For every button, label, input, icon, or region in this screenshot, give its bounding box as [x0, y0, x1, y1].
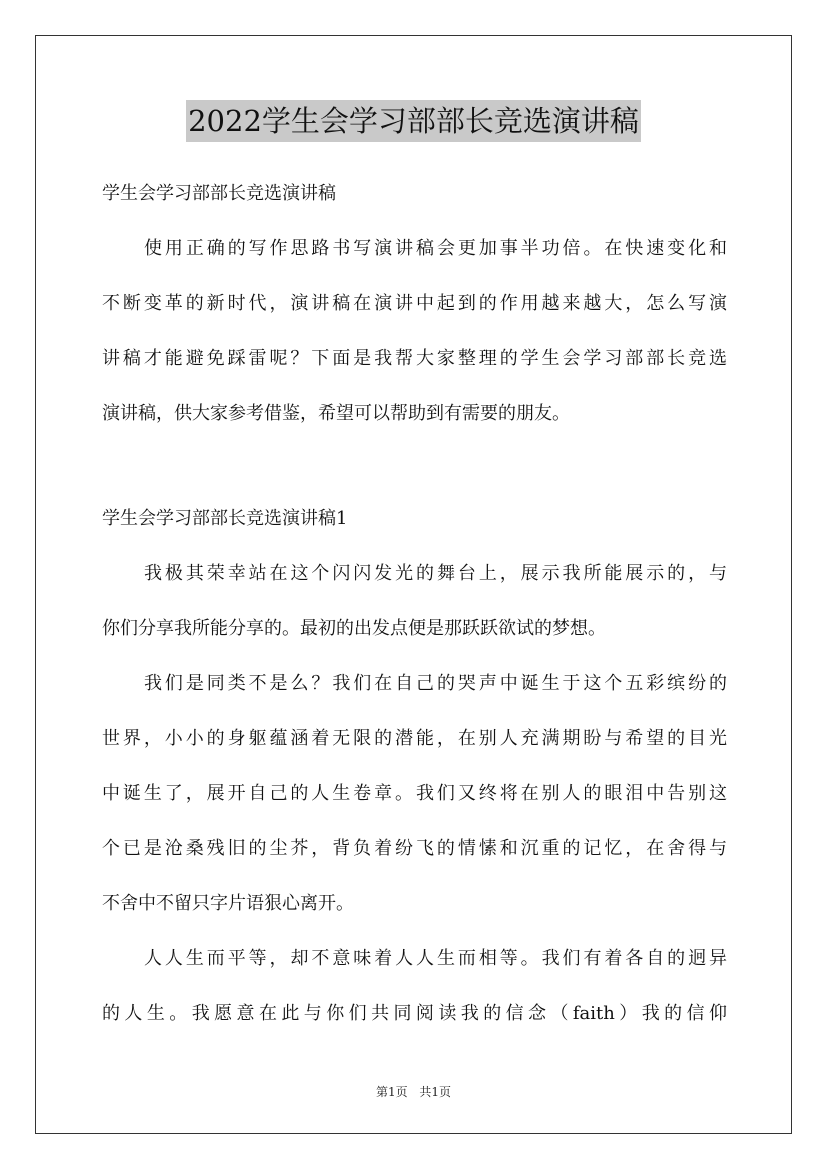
para2-line-1: 我们是同类不是么？我们在自己的哭声中诞生于这个五彩缤纷的: [144, 673, 727, 694]
para2-line-4: 个已是沧桑残旧的尘芥，背负着纷飞的情愫和沉重的记忆，在舍得与: [102, 838, 727, 859]
para3-line-2: 的人生。我愿意在此与你们共同阅读我的信念（faith）我的信仰: [102, 1003, 727, 1024]
para2-line-5: 不舍中不留只字片语狠心离开。: [102, 893, 354, 914]
intro-line-3: 讲稿才能避免踩雷呢？下面是我帮大家整理的学生会学习部部长竞选: [102, 348, 727, 369]
page-number: 第1页: [375, 1085, 408, 1099]
section-heading: 学生会学习部部长竞选演讲稿1: [102, 508, 348, 529]
para1-line-1: 我极其荣幸站在这个闪闪发光的舞台上，展示我所能展示的，与: [144, 563, 727, 584]
document-title: 2022学生会学习部部长竞选演讲稿: [186, 100, 641, 142]
para3-line-1: 人人生而平等，却不意味着人人生而相等。我们有着各自的迥异: [144, 948, 727, 969]
page-total: 共1页: [419, 1085, 452, 1099]
subtitle: 学生会学习部部长竞选演讲稿: [102, 183, 336, 204]
document-body: [102, 176, 727, 1032]
page-footer: [0, 1084, 827, 1100]
title-container: [0, 100, 827, 142]
para1-line-2: 你们分享我所能分享的。最初的出发点便是那跃跃欲试的梦想。: [102, 618, 606, 639]
para2-line-2: 世界，小小的身躯蕴涵着无限的潜能，在别人充满期盼与希望的目光: [102, 728, 727, 749]
para2-line-3: 中诞生了，展开自己的人生卷章。我们又终将在别人的眼泪中告别这: [102, 783, 727, 804]
intro-line-1: 使用正确的写作思路书写演讲稿会更加事半功倍。在快速变化和: [144, 238, 727, 259]
intro-line-2: 不断变革的新时代，演讲稿在演讲中起到的作用越来越大，怎么写演: [102, 293, 727, 314]
intro-line-4: 演讲稿，供大家参考借鉴，希望可以帮助到有需要的朋友。: [102, 403, 570, 424]
